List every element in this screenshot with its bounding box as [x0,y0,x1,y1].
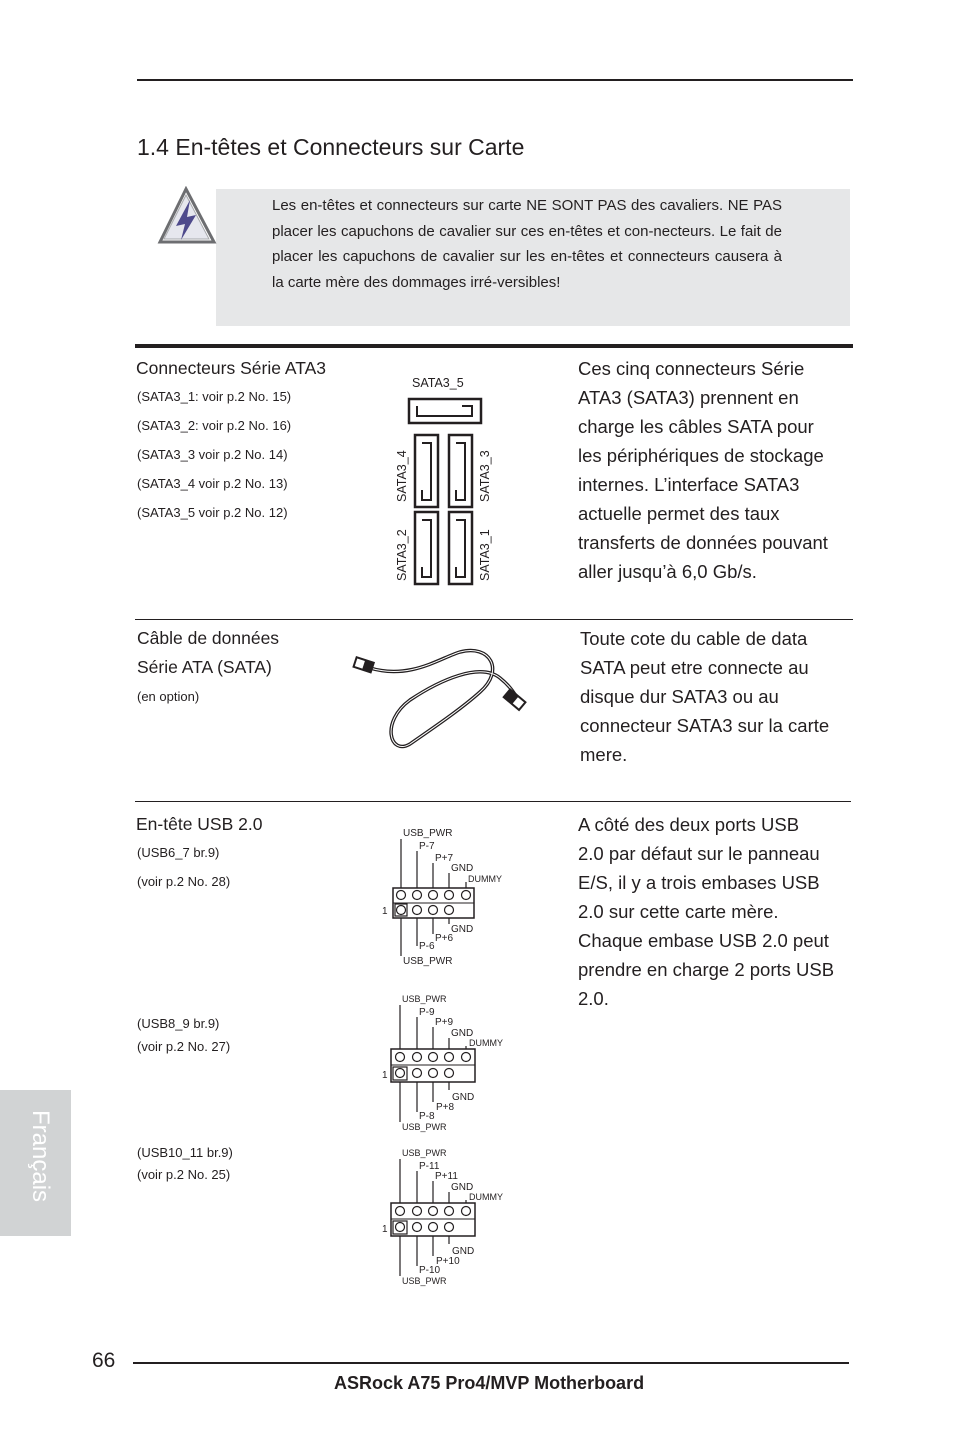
usb-ref: (USB8_9 br.9) [137,1016,220,1031]
sata-ref-4: (SATA3_4 voir p.2 No. 13) [137,476,288,491]
sata-cable-illustration [350,640,540,760]
usb-gnd-label: GND [451,1182,474,1193]
usb-header-diagram [380,990,520,1138]
usb-pin-label: P+11 [435,1171,458,1182]
usb-gnd-label: GND [451,1028,474,1039]
pin1-label: 1 [382,906,388,917]
usb-ref: (voir p.2 No. 25) [137,1167,231,1182]
usb-description: A côté des deux ports USB 2.0 par défaut sur le panneau E/S, il y a trois embases USB 2.0 sur cette carte mère. Chaque embase USB 2.0 peut prendre en charge 2 ports USB 2.0. [578,814,835,1009]
cable-option: (en option) [137,689,200,704]
sata-connectors-diagram [400,396,490,588]
top-rule [137,79,853,81]
sata-description: Ces cinq connecteurs Série ATA3 (SATA3) prennent en charge les câbles SATA pour les périphériques de stockage internes. L’interface SATA3 actuelle permet des taux transferts de données pouvant aller jusqu’à 6,0 Gb/s. [578,358,828,582]
sata3-3-label: SATA3_3 [478,450,492,502]
usb-gnd-label: GND [452,1092,475,1103]
usb-gnd-label: GND [451,924,474,935]
pin1-label: 1 [382,1070,388,1081]
usb-dummy-label: DUMMY [469,1038,503,1048]
sata3-3-connector [449,435,472,507]
usb-ref: (USB10_11 br.9) [137,1145,233,1160]
sata-ref-3: (SATA3_3 voir p.2 No. 14) [137,447,288,462]
footer-product: ASRock A75 Pro4/MVP Motherboard [334,1373,645,1393]
usb-pin-label: P-9 [419,1007,435,1018]
footer-rule [133,1362,849,1364]
usb-pwr-label: USB_PWR [403,956,453,967]
usb-dummy-label: DUMMY [468,874,502,884]
usb-gnd-label: GND [452,1246,475,1257]
sata-ref-1: (SATA3_1: voir p.2 No. 15) [137,389,292,404]
sata3-5-label: SATA3_5 [412,376,464,390]
sata3-4-label: SATA3_4 [395,450,409,502]
usb-pwr-label: USB_PWR [402,1276,447,1286]
usb-gnd-label: GND [451,863,474,874]
sata3-5-connector [409,399,481,423]
usb-pin-label: P-8 [419,1111,435,1122]
language-tab-label: Français [27,1110,54,1203]
divider-rule [135,619,853,620]
sata-title: Connecteurs Série ATA3 [136,358,327,378]
usb-pin-label: P-10 [419,1265,441,1276]
usb-pin-label: P+9 [435,1017,454,1028]
sata3-4-connector [415,435,438,507]
cable-title-line1: Câble de données [137,628,280,648]
usb-dummy-label: DUMMY [469,1192,503,1202]
divider-rule [135,801,851,802]
usb-title: En-tête USB 2.0 [136,814,263,834]
usb-header-diagram [380,1144,520,1292]
usb-pin-label: P+8 [436,1102,455,1113]
usb-pwr-label: USB_PWR [403,828,453,839]
sata3-2-connector [415,512,438,584]
usb-pin-label: P-11 [419,1161,440,1172]
pin1-label: 1 [382,1224,388,1235]
usb-ref: (voir p.2 No. 27) [137,1039,231,1054]
section-rule [135,344,853,348]
usb-pin-label: P-7 [419,841,435,852]
usb-pwr-label: USB_PWR [402,994,447,1004]
sata3-1-label: SATA3_1 [478,529,492,581]
usb-pwr-label: USB_PWR [402,1122,447,1132]
warning-icon [156,186,218,248]
cable-title-line2: Série ATA (SATA) [137,657,272,677]
page-number: 66 [92,1349,116,1372]
usb-ref: (USB6_7 br.9) [137,845,220,860]
sata-ref-5: (SATA3_5 voir p.2 No. 12) [137,505,288,520]
usb-pwr-label: USB_PWR [402,1148,447,1158]
usb-pin-label: P-6 [419,941,435,952]
cable-description: Toute cote du cable de data SATA peut etre connecte au disque dur SATA3 ou au connecteur SATA3 sur la carte mere. [580,628,830,765]
sata3-2-label: SATA3_2 [395,529,409,581]
usb-pin-label: P+7 [435,853,454,864]
note-text: Les en-têtes et connecteurs sur carte NE SONT PAS des cavaliers. NE PAS placer les capuchons de cavalier sur ces en-têtes et con-necteurs. Le fait de placer les capuchons de cavalier sur les en-têtes et connecteurs causera à la carte mère des dommages irré-versibles! [272,197,782,291]
usb-pin-label: P+6 [435,933,454,944]
sata3-1-connector [449,512,472,584]
sata-ref-2: (SATA3_2: voir p.2 No. 16) [137,418,292,433]
usb-ref: (voir p.2 No. 28) [137,874,231,889]
section-title: 1.4 En-têtes et Connecteurs sur Carte [137,134,525,160]
usb-header-diagram [380,822,520,970]
usb-pin-label: P+10 [436,1256,460,1267]
